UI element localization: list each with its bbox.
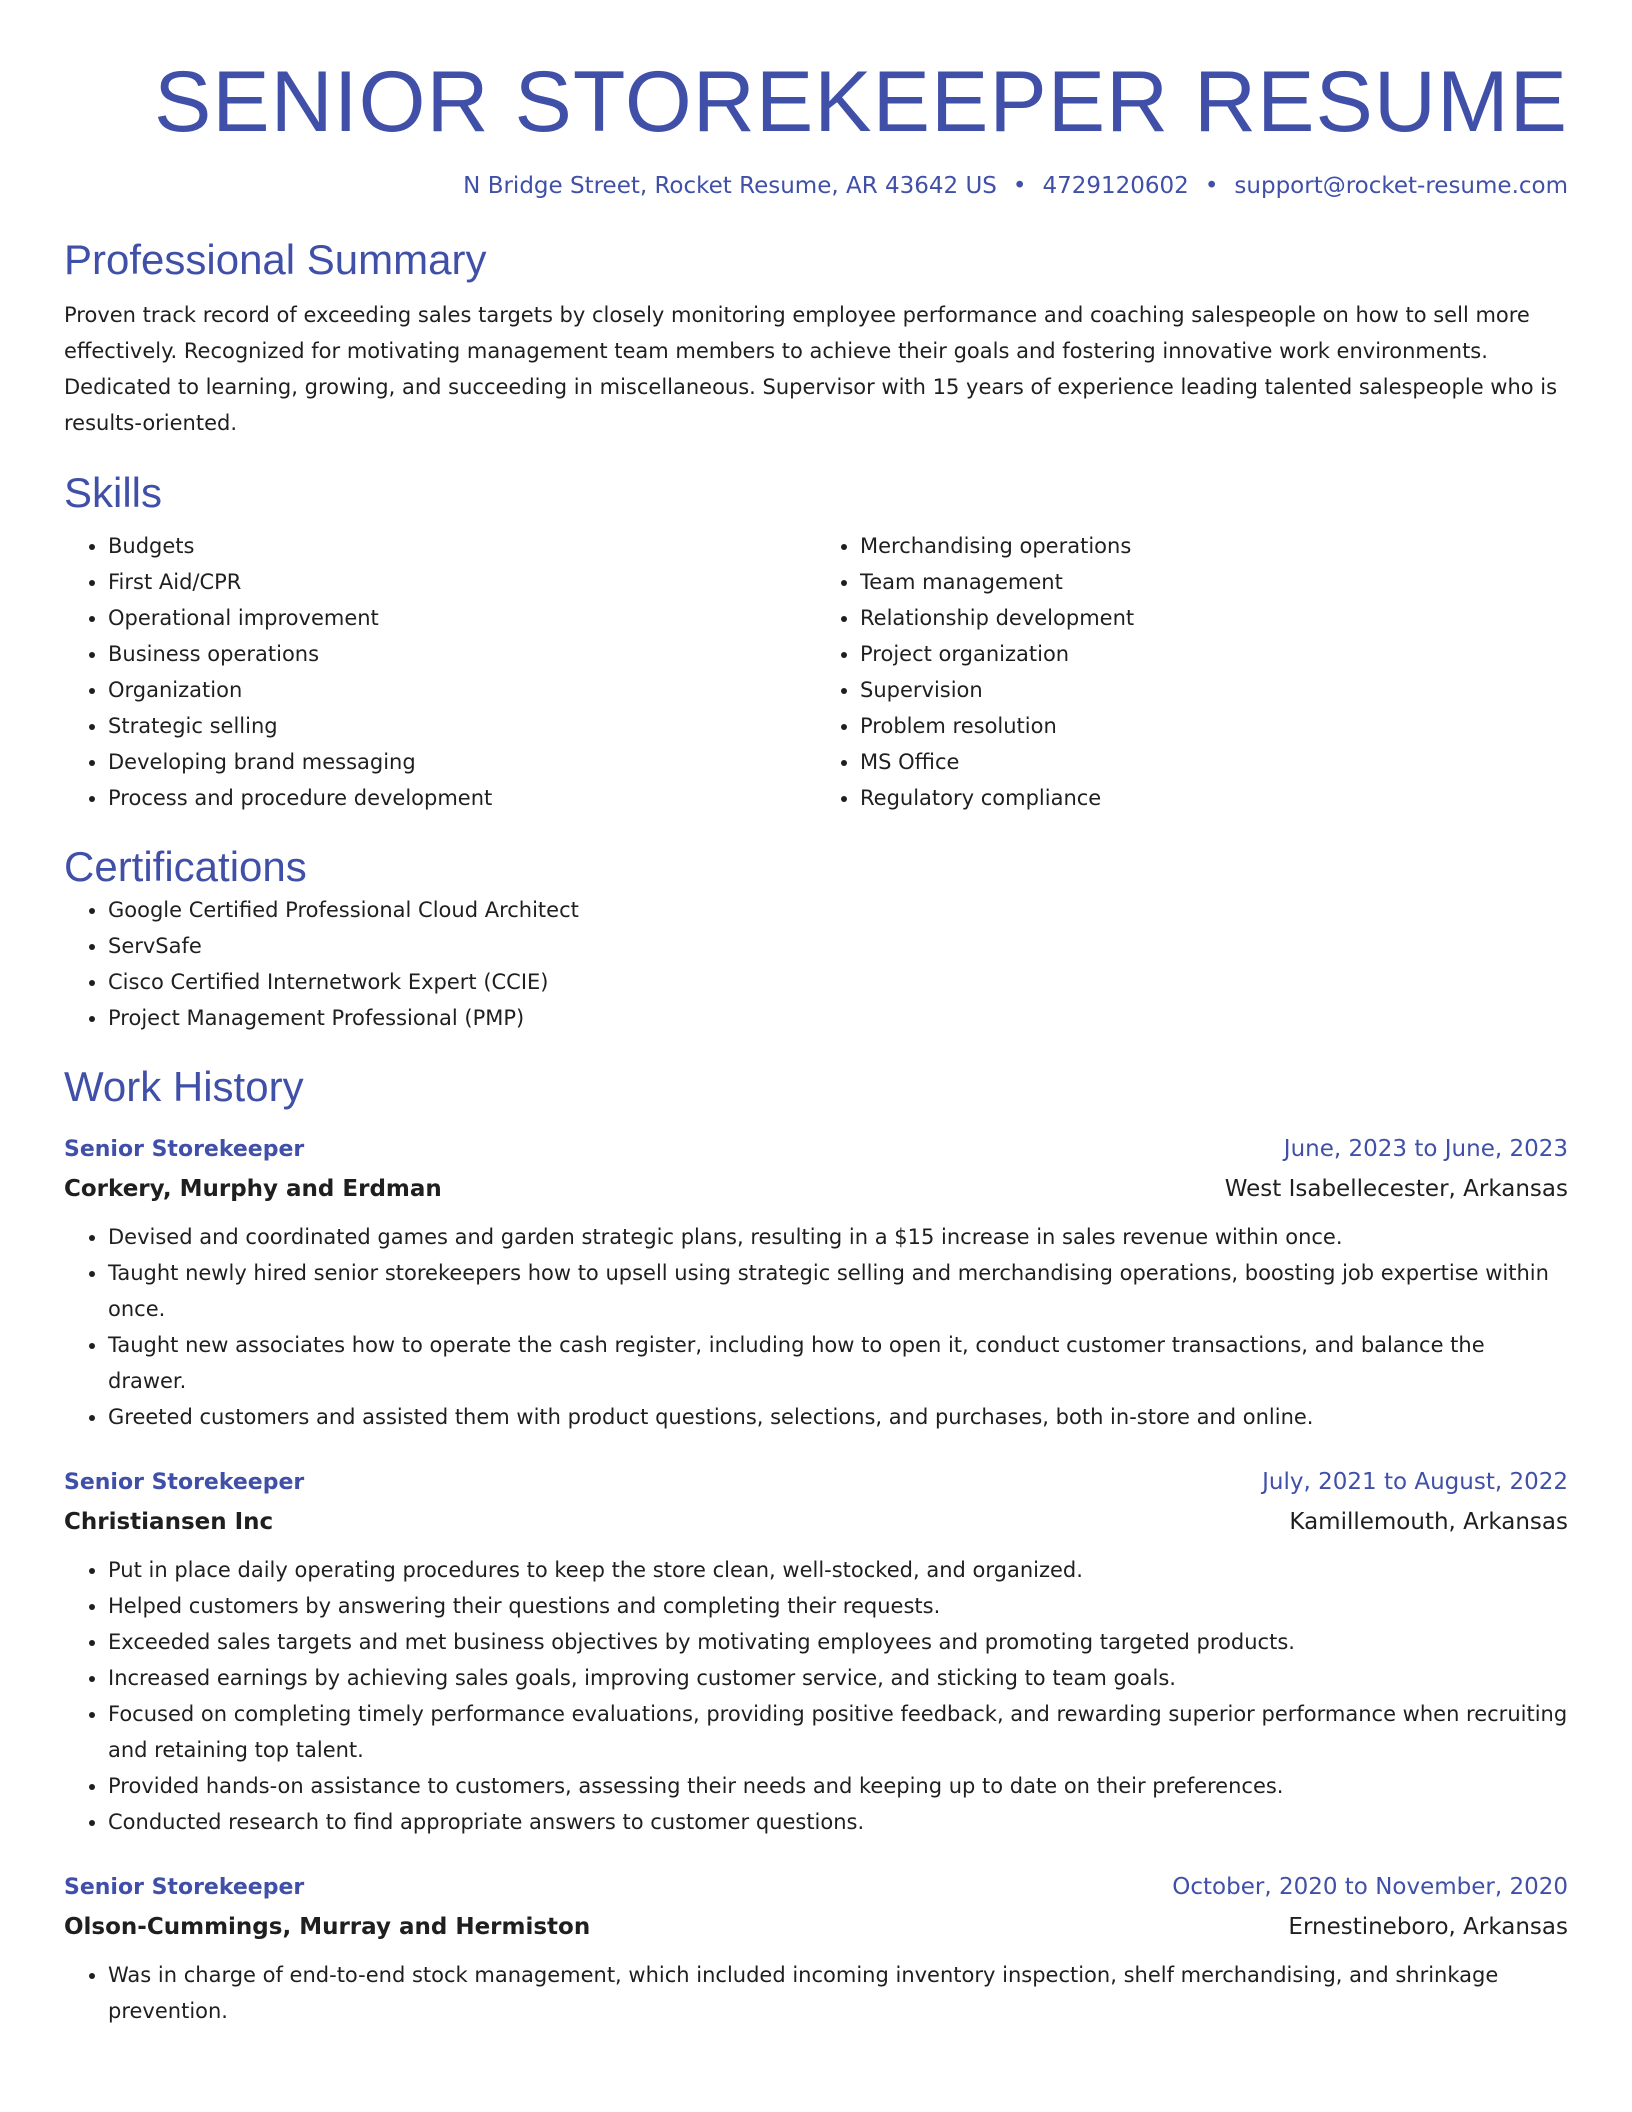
job-title: Senior Storekeeper (64, 1137, 305, 1162)
skill-item: • MS Office (860, 744, 1568, 780)
skill-item: • Operational improvement (108, 600, 816, 636)
skills-section-title: Skills (64, 469, 163, 516)
job-bullet: • Helped customers by answering their questions and completing their requests. (108, 1588, 1568, 1624)
job-bullet-list (64, 1219, 1568, 1435)
job-title-row (64, 1463, 1568, 1502)
skill-item: • Process and procedure development (108, 780, 816, 816)
skill-item: • Team management (860, 564, 1568, 600)
contact-separator: • (1204, 173, 1219, 199)
contact-address: N Bridge Street, Rocket Resume, AR 43642 US (463, 173, 997, 199)
skill-item: • Merchandising operations (860, 528, 1568, 564)
skill-item: • Relationship development (860, 600, 1568, 636)
job-title: Senior Storekeeper (64, 1875, 305, 1900)
job-bullet-list (64, 1552, 1568, 1840)
skills-list-left (64, 528, 816, 816)
contact-separator: • (1012, 173, 1027, 199)
job-bullet: • Conducted research to find appropriate answers to customer questions. (108, 1804, 1568, 1840)
job-bullet: • Increased earnings by achieving sales goals, improving customer service, and sticking to team goals. (108, 1660, 1568, 1696)
skill-item: • First Aid/CPR (108, 564, 816, 600)
job-bullet: • Greeted customers and assisted them with product questions, selections, and purchases, both in-store and online. (108, 1399, 1568, 1435)
job-company-row (64, 1169, 1568, 1209)
job-bullet: • Taught new associates how to operate the cash register, including how to open it, conduct customer transactions, and balance the drawer. (108, 1327, 1568, 1399)
skill-item: • Strategic selling (108, 708, 816, 744)
work-history-list (64, 1130, 1568, 2029)
skill-item: • Regulatory compliance (860, 780, 1568, 816)
job-location: West Isabellecester, Arkansas (1224, 1176, 1568, 1202)
certification-item: • Google Certified Professional Cloud Architect (108, 892, 1568, 928)
skills-columns (64, 528, 1568, 816)
skill-item: • Problem resolution (860, 708, 1568, 744)
contact-email: support@rocket-resume.com (1234, 173, 1568, 199)
job-company-row (64, 1907, 1568, 1947)
job-entry (64, 1130, 1568, 1435)
job-entry (64, 1868, 1568, 2029)
certification-item: • ServSafe (108, 928, 1568, 964)
job-bullet-list (64, 1957, 1568, 2029)
job-location: Ernestineboro, Arkansas (1288, 1914, 1568, 1940)
certifications-section-title: Certifications (64, 843, 307, 890)
job-company: Corkery, Murphy and Erdman (64, 1176, 442, 1202)
job-dates: July, 2021 to August, 2022 (1262, 1469, 1568, 1495)
skill-item: • Organization (108, 672, 816, 708)
summary-text: Proven track record of exceeding sales targets by closely monitoring employee performance and coaching salespeople on how to sell more effectively. Recognized for motivating management team members to achieve their goals and fostering innovative work environments. Dedicated to learning, growing, and succeeding in miscellaneous. Supervisor with 15 years of experience leading talented salespeople who is results-oriented. (64, 303, 1558, 435)
job-bullet: • Provided hands-on assistance to customers, assessing their needs and keeping up to date on their preferences. (108, 1768, 1568, 1804)
skills-list-right (816, 528, 1568, 816)
job-title: Senior Storekeeper (64, 1470, 305, 1495)
job-company: Christiansen Inc (64, 1509, 274, 1535)
contact-line (64, 170, 1568, 202)
resume-name-heading: SENIOR STOREKEEPER RESUME (153, 54, 1568, 150)
job-bullet: • Taught newly hired senior storekeepers how to upsell using strategic selling and merchandising operations, boosting job expertise within once. (108, 1255, 1568, 1327)
job-company-row (64, 1502, 1568, 1542)
contact-phone: 4729120602 (1042, 173, 1189, 199)
skill-item: • Budgets (108, 528, 816, 564)
skill-item: • Business operations (108, 636, 816, 672)
job-location: Kamillemouth, Arkansas (1289, 1509, 1568, 1535)
skill-item: • Supervision (860, 672, 1568, 708)
certification-item: • Project Management Professional (PMP) (108, 1000, 1568, 1036)
job-dates: October, 2020 to November, 2020 (1172, 1874, 1568, 1900)
job-bullet: • Put in place daily operating procedures to keep the store clean, well-stocked, and organized. (108, 1552, 1568, 1588)
certification-item: • Cisco Certified Internetwork Expert (CCIE) (108, 964, 1568, 1000)
certifications-list (64, 892, 1568, 1036)
summary-section-title: Professional Summary (64, 236, 487, 283)
job-bullet: • Exceeded sales targets and met business objectives by motivating employees and promoting targeted products. (108, 1624, 1568, 1660)
resume-page (64, 0, 1568, 2029)
job-title-row (64, 1868, 1568, 1907)
skill-item: • Developing brand messaging (108, 744, 816, 780)
work-history-section-title: Work History (64, 1063, 304, 1110)
job-bullet: • Focused on completing timely performance evaluations, providing positive feedback, and rewarding superior performance when recruiting and retaining top talent. (108, 1696, 1568, 1768)
job-entry (64, 1463, 1568, 1840)
job-company: Olson-Cummings, Murray and Hermiston (64, 1914, 591, 1940)
job-dates: June, 2023 to June, 2023 (1283, 1136, 1568, 1162)
job-bullet: • Devised and coordinated games and garden strategic plans, resulting in a $15 increase in sales revenue within once. (108, 1219, 1568, 1255)
job-bullet: • Was in charge of end-to-end stock management, which included incoming inventory inspection, shelf merchandising, and shrinkage prevention. (108, 1957, 1568, 2029)
job-title-row (64, 1130, 1568, 1169)
skill-item: • Project organization (860, 636, 1568, 672)
